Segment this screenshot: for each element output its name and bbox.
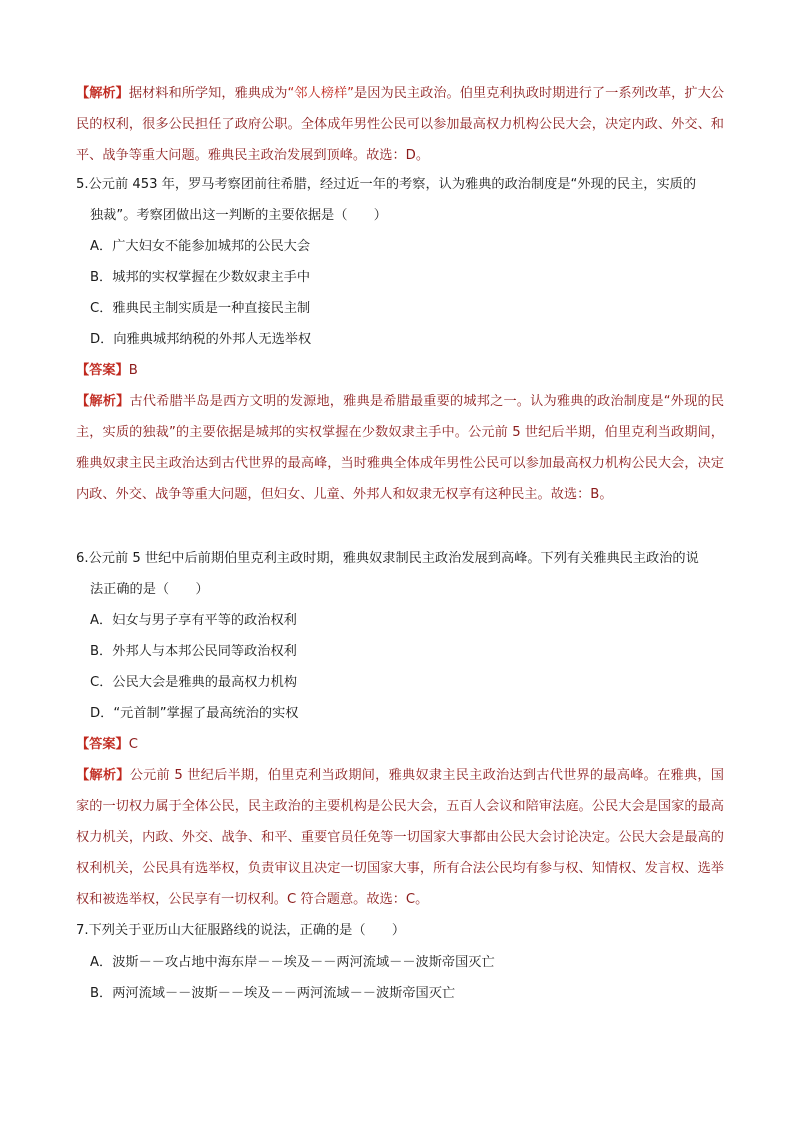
question-6-option-a: A．妇女与男子享有平等的政治权利 xyxy=(90,613,297,628)
question-7-option-a: A．波斯－－攻占地中海东岸－－埃及－－两河流域－－波斯帝国灭亡 xyxy=(90,955,495,970)
question-5-option-b: B．城邦的实权掌握在少数奴隶主手中 xyxy=(90,270,311,285)
analysis-paragraph-q5 xyxy=(76,386,724,510)
analysis-label: 【解析】 xyxy=(76,394,130,409)
answer-value: B xyxy=(128,363,138,378)
question-6-option-c: C．公民大会是雅典的最高权力机构 xyxy=(90,675,298,690)
question-5-line-1: 5.公元前 453 年，罗马考察团前往希腊，经过近一年的考察，认为雅典的政治制度是“外现的民主，实质的 xyxy=(76,177,697,192)
question-6-line-1: 6.公元前 5 世纪中后前期伯里克利主政时期，雅典奴隶制民主政治发展到高峰。下列有关雅典民主政治的说 xyxy=(76,551,699,566)
analysis-paragraph-q6 xyxy=(76,760,724,915)
question-6-option-d: D．“元首制”掌握了最高统治的实权 xyxy=(90,706,299,721)
answer-label: 【答案】 xyxy=(76,363,129,378)
question-5-answer xyxy=(76,355,138,386)
question-6-line-2: 法正确的是（ ） xyxy=(90,582,209,597)
answer-value: C xyxy=(128,737,138,752)
question-6-answer xyxy=(76,729,138,760)
analysis-paragraph-q4 xyxy=(76,78,724,171)
question-5-option-c: C．雅典民主制实质是一种直接民主制 xyxy=(90,301,311,316)
analysis-label: 【解析】 xyxy=(76,86,129,101)
analysis-text-b: 是因为民主政治。伯里克利执政时期进行了一系列改革，扩大公民的权利，很多公民担任了政府公职。全体成年男性公民可以参加最高权力机构公民大会，决定内政、外交、和平、战争等重大问题。雅典民主政治发展到顶峰。故选：D。 xyxy=(76,86,725,163)
analysis-quote: “邻人榜样” xyxy=(287,86,354,101)
question-5-line-2: 独裁”。考察团做出这一判断的主要依据是（ ） xyxy=(90,208,387,223)
analysis-text: 古代希腊半岛是西方文明的发源地，雅典是希腊最重要的城邦之一。认为雅典的政治制度是“外现的民主，实质的独裁”的主要依据是城邦的实权掌握在少数奴隶主手中。公元前 5 世纪后半期，伯里克利当政期间，雅典奴隶主民主政治达到古代世界的最高峰，当时雅典全体成年男性公民可以参加最高权力机构公民大会，决定内政、外交、战争等重大问题，但妇女、儿童、外邦人和奴隶无权享有这种民主。故选：B。 xyxy=(76,394,725,502)
question-5-option-a: A．广大妇女不能参加城邦的公民大会 xyxy=(90,239,311,254)
question-7-option-b: B．两河流域－－波斯－－埃及－－两河流域－－波斯帝国灭亡 xyxy=(90,986,456,1001)
answer-label: 【答案】 xyxy=(76,737,129,752)
analysis-label: 【解析】 xyxy=(76,768,130,783)
question-5-option-d: D．向雅典城邦纳税的外邦人无选举权 xyxy=(90,332,312,347)
question-6-option-b: B．外邦人与本邦公民同等政治权利 xyxy=(90,644,297,659)
analysis-text-a: 据材料和所学知，雅典成为 xyxy=(128,86,288,101)
analysis-text: 公元前 5 世纪后半期，伯里克利当政期间，雅典奴隶主民主政治达到古代世界的最高峰。在雅典，国家的一切权力属于全体公民，民主政治的主要机构是公民大会，五百人会议和陪审法庭。公民大会是国家的最高权力机关，内政、外交、战争、和平、重要官员任免等一切国家大事都由公民大会讨论决定。公民大会是最高的权利机关，公民具有选举权，负责审议且决定一切国家大事，所有合法公民均有参与权、知情权、发言权、选举权和被选举权，公民享有一切权利。C 符合题意。故选：C。 xyxy=(76,768,724,907)
question-7-line-1: 7.下列关于亚历山大征服路线的说法，正确的是（ ） xyxy=(76,923,406,938)
